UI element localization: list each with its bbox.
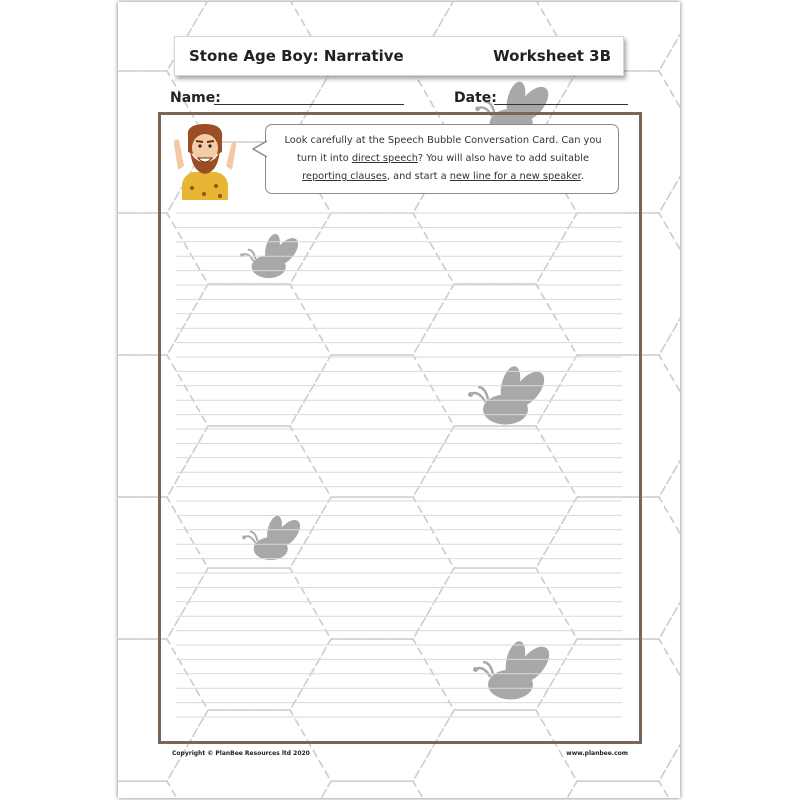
instruction-keyword-direct-speech: direct speech	[351, 153, 418, 164]
instruction-keyword-new-line: new line for a new speaker	[449, 171, 581, 182]
instruction-part-3: , and start a	[386, 171, 450, 182]
worksheet-title: Stone Age Boy: Narrative	[189, 47, 404, 65]
instruction-part-4: .	[580, 171, 584, 182]
date-label: Date:	[454, 90, 497, 106]
instruction-text	[274, 132, 612, 186]
instruction-bubble	[265, 124, 619, 194]
bubble-tail-icon	[252, 139, 268, 159]
worksheet-number: Worksheet 3B	[493, 47, 611, 65]
instruction-part-1: Look carefully at the Speech Bubble Conversation Card. Can you turn it into	[284, 135, 602, 164]
instruction-part-2: ? You will also have to add suitable	[417, 153, 589, 164]
footer-website: www.planbee.com	[566, 750, 628, 757]
instruction-keyword-reporting-clauses: reporting clauses	[302, 171, 387, 182]
worksheet-page	[118, 2, 680, 798]
caveman-illustration	[170, 122, 240, 200]
name-label: Name:	[170, 90, 221, 106]
footer-copyright: Copyright © PlanBee Resources ltd 2020	[172, 750, 310, 757]
